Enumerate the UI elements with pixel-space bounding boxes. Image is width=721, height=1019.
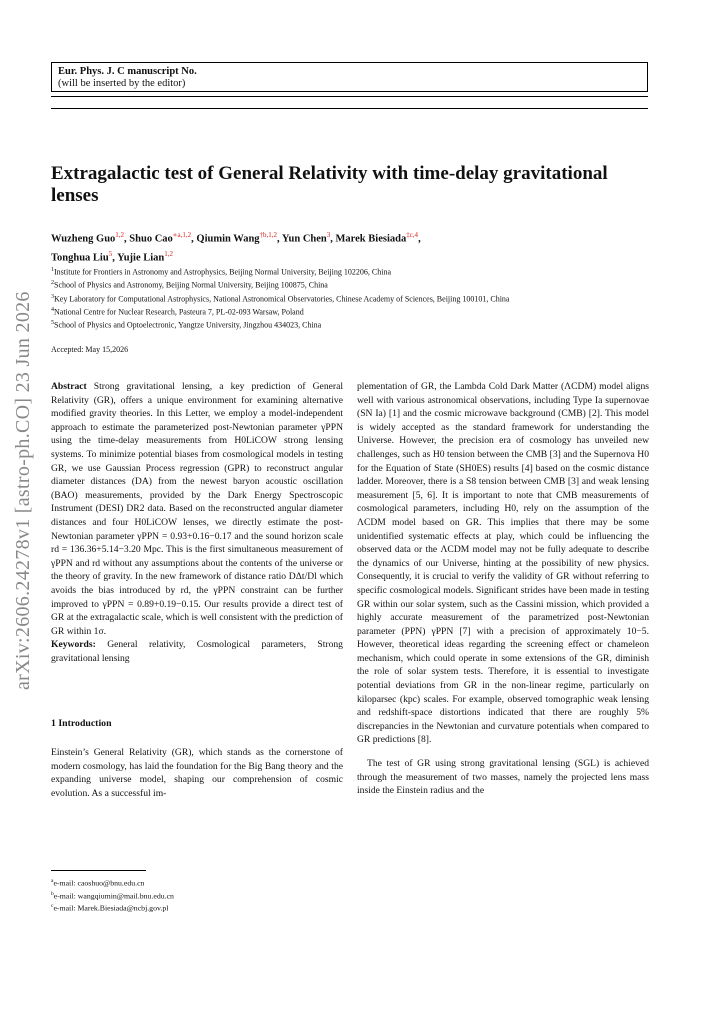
affiliation-item — [51, 265, 671, 278]
author-affiliation-mark: 3 — [326, 231, 331, 239]
author-list — [51, 228, 651, 265]
author-name: Wuzheng Guo — [51, 233, 116, 245]
author-affiliation-mark: 1,2 — [115, 231, 125, 239]
footnote-item — [51, 889, 174, 902]
footnote-item — [51, 876, 174, 889]
affiliation-number: 4 — [51, 306, 54, 313]
header-rule-bottom — [51, 108, 648, 109]
footnote-text: e-mail: caoshuo@bnu.edu.cn — [53, 878, 145, 888]
affiliation-text: School of Physics and Astronomy, Beijing Normal University, Beijing 100875, China — [54, 280, 328, 290]
affiliation-text: Key Laboratory for Computational Astrophysics, National Astronomical Observatories, Chinese Academy of Sciences, Beijing 100101, China — [54, 294, 510, 304]
affiliation-number: 5 — [51, 320, 54, 326]
author-affiliation-mark: †b,1,2 — [259, 231, 278, 239]
author-name: Marek Biesiada — [335, 233, 407, 245]
accepted-date: Accepted: May 15,2026 — [51, 345, 129, 354]
header-rule-top — [51, 96, 648, 97]
author-affiliation-mark: 1,2 — [164, 249, 173, 258]
author-affiliation-mark: ‡c,4 — [406, 231, 419, 239]
author-affiliation-mark: ∗a,1,2 — [172, 231, 192, 239]
arxiv-stamp: arXiv:2606.24278v1 [astro-ph.CO] 23 Jun 2026 — [12, 291, 34, 690]
affiliation-number: 2 — [51, 280, 54, 287]
author-name: Yun Chen — [281, 233, 327, 245]
journal-note: (will be inserted by the editor) — [58, 78, 186, 89]
author-line-2: Tonghua Liu$^5$, Yujie Lian$^{1,2}$ — [51, 249, 173, 263]
footnote-text: e-mail: wangqiumin@mail.bnu.edu.cn — [53, 891, 174, 901]
journal-header-box — [51, 62, 648, 92]
affiliation-text: Institute for Frontiers in Astronomy and Astrophysics, Beijing Normal University, Beijing 102206, China — [54, 267, 392, 277]
affiliation-item — [51, 305, 671, 318]
affiliation-item — [51, 278, 671, 291]
intro-paragraph-left: Einstein’s General Relativity (GR), which stands as the cornerstone of modern cosmology, has laid the foundation for the Big Bang theory and the expanding universe model, shaping our comprehension of cosmic evolution. As a successful im- — [51, 747, 343, 799]
footnote-mark: b — [51, 890, 54, 897]
affiliation-number: 3 — [51, 293, 54, 300]
intro-paragraph-right-2: The test of GR using strong gravitational lensing (SGL) is achieved through the measurement of two masses, namely the projected lens mass inside the Einstein radius and the — [357, 758, 649, 797]
affiliation-item — [51, 292, 671, 305]
footnote-mark: c — [51, 903, 54, 910]
section-heading-introduction: 1 Introduction — [51, 718, 112, 729]
keywords-text: General relativity, Cosmological parameters, Strong gravitational lensing — [51, 639, 343, 664]
keywords-label: Keywords: — [51, 639, 96, 651]
affiliations — [51, 265, 671, 331]
intro-paragraph-right-1: plementation of GR, the Lambda Cold Dark Matter (ΛCDM) model aligns well with various astronomical observations, including Type Ia supernovae (SN Ia) [1] and the cosmic microwave background (CMB) [2]. This model is widely accepted as the standard framework for understanding the Universe. However, the precision era of cosmology has unveiled new challenges, such as H0 tension between the CMB [3] and the Supernova H0 for the Equation of State (SH0ES) results [4] based on the cosmic distance ladder. Moreover, there is a S8 tension between CMB [3] and weak lensing measurement [5, 6]. It is important to note that CMB measurements of cosmological parameters, including H0, rely on the assumption of the ΛCDM model based on GR. This implies that there may be some unidentified systematic effects at play, which could be influencing the observed data or the ΛCDM model may not be fully adequate to describe the dynamics of our Universe, hinting at the possibility of new physics. Consequently, it is crucial to verify the validity of GR without referring to specific cosmological models. Significant strides have been made in testing GR within our solar system, such as the Cassini mission, which provided a highly accurate measurement of the parametrized post-Newtonian parameter (PPN) γPPN [7] with a precision of approximately 10−5. However, theoretical ideas regarding the screening effect or chameleon mechanism, which could operate in some extensions of the GR, diminish the role of solar system tests. Therefore, it is essential to investigate potential deviations from GR in the non-linear regime, particularly on kiloparsec (kpc) scales. For example, observed tomographic weak lensing and redshift-space distortions indicated that there are roughly 5% discrepancies in the Newtonian and curvature potentials when compared to GR predictions [8]. — [357, 381, 649, 746]
author-name: Shuo Cao — [129, 233, 173, 245]
journal-name: Eur. Phys. J. C manuscript No. — [58, 66, 197, 77]
abstract-label: Abstract — [51, 381, 87, 392]
footnote-text: e-mail: Marek.Biesiada@ncbj.gov.pl — [53, 903, 169, 913]
affiliation-text: School of Physics and Optoelectronic, Yangtze University, Jingzhou 434023, China — [54, 320, 322, 330]
abstract-text: Strong gravitational lensing, a key prediction of General Relativity (GR), offers a unique environment for examining alternative modified gravity theories. In this Letter, we employ a model-independent approach to estimate the parameterized post-Newtonian parameter γPPN using the time-delay measurements from H0LiCOW strong lensing systems. To minimize potential biases from cosmological models in testing GR, we use Gaussian Process regression (GPR) to reconstruct angular diameter distances (DA) from the newest baryon acoustic oscillation (BAO) measurements, provided by the Dark Energy Spectroscopic Instrument (DESI) DR2 data. Based on the reconstructed angular diameter distances and four H0LiCOW lenses, we directly estimate the post-Newtonian parameter γPPN = 0.93+0.16−0.17 and the sound horizon scale rd = 136.36+5.14−3.20 Mpc. This is the first simultaneous measurement of γPPN and rd without any assumptions about the contents of the universe or the theory of gravity. In the new framework of distance ratio DΔt/Dl which avoids the bias introduced by rd, the γPPN constraint can be further improved to γPPN = 0.89+0.19−0.15. Our results provide a direct test of GR at the extragalactic scale, which is well consistent with the prediction of GR within 1σ. — [51, 381, 343, 637]
affiliation-item — [51, 318, 671, 331]
footnote-rule — [51, 870, 146, 871]
author-affiliation-mark: 5 — [108, 249, 113, 258]
author-name: Yujie Lian — [117, 252, 165, 263]
footnote-item — [51, 901, 174, 914]
abstract-block — [51, 380, 343, 665]
footnote-mark: a — [51, 878, 54, 884]
author-name: Qiumin Wang — [196, 233, 260, 245]
paper-title: Extragalactic test of General Relativity with time-delay gravitational lenses — [51, 163, 608, 206]
affiliation-text: National Centre for Nuclear Research, Pasteura 7, PL-02-093 Warsaw, Poland — [54, 307, 304, 317]
author-line-1: Wuzheng Guo$^{1,2}$, Shuo Cao$^{∗a,1,2}$, Qiumin Wang$^{\dagger b,1,2}$, Yun Chen$^3$, Marek Biesiada$^{\ddagger c,4}$, — [51, 231, 421, 245]
right-column — [357, 380, 649, 798]
footnotes — [51, 876, 174, 914]
author-name: Tonghua Liu — [51, 252, 109, 263]
affiliation-number: 1 — [51, 267, 54, 273]
